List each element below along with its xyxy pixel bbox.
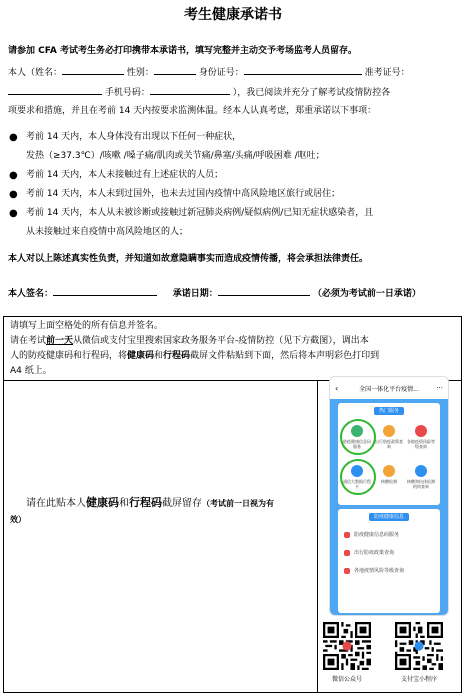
highlight-circle <box>340 419 376 455</box>
instructions-box <box>3 316 462 381</box>
list-item[interactable] <box>344 531 434 538</box>
policy-icon <box>383 425 395 437</box>
intro-text: 请参加 CFA 考试考生务必打印携带本承诺书，填写完整并主动交予考场监考人员留存。 <box>8 46 357 56</box>
list-label: 出行防疫政策查询 <box>354 550 395 556</box>
instr-emphasis: 健康码 <box>127 351 155 361</box>
signature-label: 本人签名： <box>8 289 54 299</box>
id-field[interactable] <box>244 65 362 75</box>
item-4-line-1: 考前 14 天内，本人从未被诊断或接触过新冠肺炎病例/疑似病例/已知无症状感染者，且 <box>26 208 374 218</box>
paste-emphasis: 健康码 <box>86 496 119 509</box>
wechat-qr-icon <box>323 622 371 670</box>
list-item[interactable] <box>344 567 434 574</box>
list-label: 防疫健康信息码服务 <box>354 532 400 538</box>
phone-field[interactable] <box>150 85 230 95</box>
grid-label: 核酸和抗体检测机构查询 <box>407 479 435 489</box>
grid-item[interactable] <box>406 425 436 449</box>
alipay-qr-icon <box>395 622 443 670</box>
bullet-icon: ● <box>9 208 18 219</box>
grid-item[interactable] <box>374 425 404 449</box>
paste-text: 请在此贴本人 <box>26 498 86 509</box>
instructions-line-2 <box>10 334 458 349</box>
instr-emphasis: 行程码 <box>163 351 191 361</box>
institution-icon <box>415 465 427 477</box>
signature-field[interactable] <box>53 286 157 296</box>
paste-emphasis: 行程码 <box>129 496 162 509</box>
signature-line <box>8 286 460 300</box>
instr-text: 人的防疫健康码和行程码，将 <box>10 351 128 361</box>
page-title: 考生健康承诺书 <box>184 7 282 23</box>
name-field[interactable] <box>62 65 124 75</box>
item-2-line-1: 考前 14 天内，本人未接触过有上述症状的人员； <box>26 170 224 180</box>
instr-text: 请在考试 <box>10 336 47 346</box>
item-3-line-1: 考前 14 天内，本人未到过国外，也未去过国内疫情中高风险地区旅行或居住； <box>26 189 341 199</box>
bullet-icon: ● <box>9 132 18 143</box>
grid-label: 防疫健康信息码服务 <box>343 439 371 449</box>
form-line-2 <box>8 85 460 99</box>
declaration-text: 本人对以上陈述真实性负责，并知道如故意隐瞒事实而造成疫情传播，将会承担法律责任。 <box>8 254 369 264</box>
grid-label: 核酸检测 <box>381 479 397 484</box>
gender-field[interactable] <box>154 65 196 75</box>
paste-note: 效） <box>10 515 26 524</box>
list-label: 各地疫情风险等级查询 <box>354 568 405 574</box>
health-info-card <box>338 509 440 613</box>
form-line-1 <box>8 65 460 79</box>
paste-text: 和 <box>119 498 129 509</box>
hot-services-card <box>338 403 440 505</box>
instructions-text <box>10 319 458 379</box>
highlight-circle <box>340 459 376 495</box>
risk-icon <box>415 425 427 437</box>
id-label: 身份证号： <box>198 68 244 78</box>
date-note: （必须为考试前一日承诺） <box>312 289 421 299</box>
phone-body <box>330 399 448 615</box>
instr-text: 从微信或支付宝里搜索国家政务服务平台-疫情防控（见下方截图），调出本 <box>73 336 369 346</box>
grid-label: 出行防疫政策查询 <box>375 439 403 449</box>
wechat-qr-label: 微信公众号 <box>331 676 362 683</box>
phone-header-title: 全国一体化平台疫情... <box>359 385 419 393</box>
gender-label: 性别： <box>126 68 154 78</box>
phone-label: 手机号码： <box>104 88 150 98</box>
instr-text: 和 <box>154 351 164 361</box>
paste-text: 截屏留存 <box>162 498 202 509</box>
item-1-line-2: 发热（≥37.3℃）/咳嗽 /嗓子痛/肌肉或关节痛/鼻塞/头痛/呼吸困难 /呕吐； <box>26 151 325 161</box>
paste-divider <box>317 380 318 693</box>
form-line-3: 项要求和措施，并且在考前 14 天内按要求监测体温。经本人认真考虑，郑重承诺以下事项： <box>8 106 377 116</box>
grid-item[interactable] <box>406 465 436 489</box>
instructions-line-4: A4 纸上。 <box>10 366 52 376</box>
test-icon <box>383 465 395 477</box>
instructions-line-3 <box>10 349 458 364</box>
back-icon: ‹ <box>335 383 339 393</box>
item-4-line-2: 从未接触过来自疫情中高风险地区的人； <box>26 227 189 237</box>
bullet-icon: ● <box>9 189 18 200</box>
grid-item[interactable] <box>374 465 404 484</box>
admission-field[interactable] <box>8 85 102 95</box>
bullet-icon: ● <box>9 170 18 181</box>
more-icon: ··· <box>436 384 443 392</box>
date-field[interactable] <box>218 286 310 296</box>
list-icon <box>344 532 350 538</box>
instr-text: 截屏文件粘贴到下面，然后将本声明彩色打印到 <box>190 351 380 361</box>
list-item[interactable] <box>344 549 434 556</box>
alipay-qr-label: 支付宝小程序 <box>400 676 437 683</box>
phone-screenshot <box>329 376 449 616</box>
grid-label: 各地疫情风险等级查询 <box>407 439 435 449</box>
paste-instruction <box>10 495 310 528</box>
list-icon <box>344 550 350 556</box>
instructions-line-1: 请填写上面空格处的所有信息并签名。 <box>10 321 164 331</box>
item-1-line-1: 考前 14 天内，本人身体没有出现以下任何一种症状， <box>26 132 242 142</box>
name-label: 本人（姓名： <box>8 68 63 78</box>
date-label: 承诺日期： <box>172 289 218 299</box>
instr-emphasis: 前一天 <box>46 336 74 346</box>
phone-header <box>330 377 448 399</box>
list-icon <box>344 568 350 574</box>
admission-label: 准考证号： <box>364 68 410 78</box>
health-info-title: 防疫健康信息 <box>369 513 409 521</box>
form-line-2-text: ），我已阅读并充分了解考试疫情防控各 <box>232 88 391 98</box>
paste-note: （考试前一日视为有 <box>202 499 274 508</box>
hot-services-title: 热门服务 <box>374 407 404 415</box>
grid-label: 通信大数据行程卡 <box>343 479 371 489</box>
